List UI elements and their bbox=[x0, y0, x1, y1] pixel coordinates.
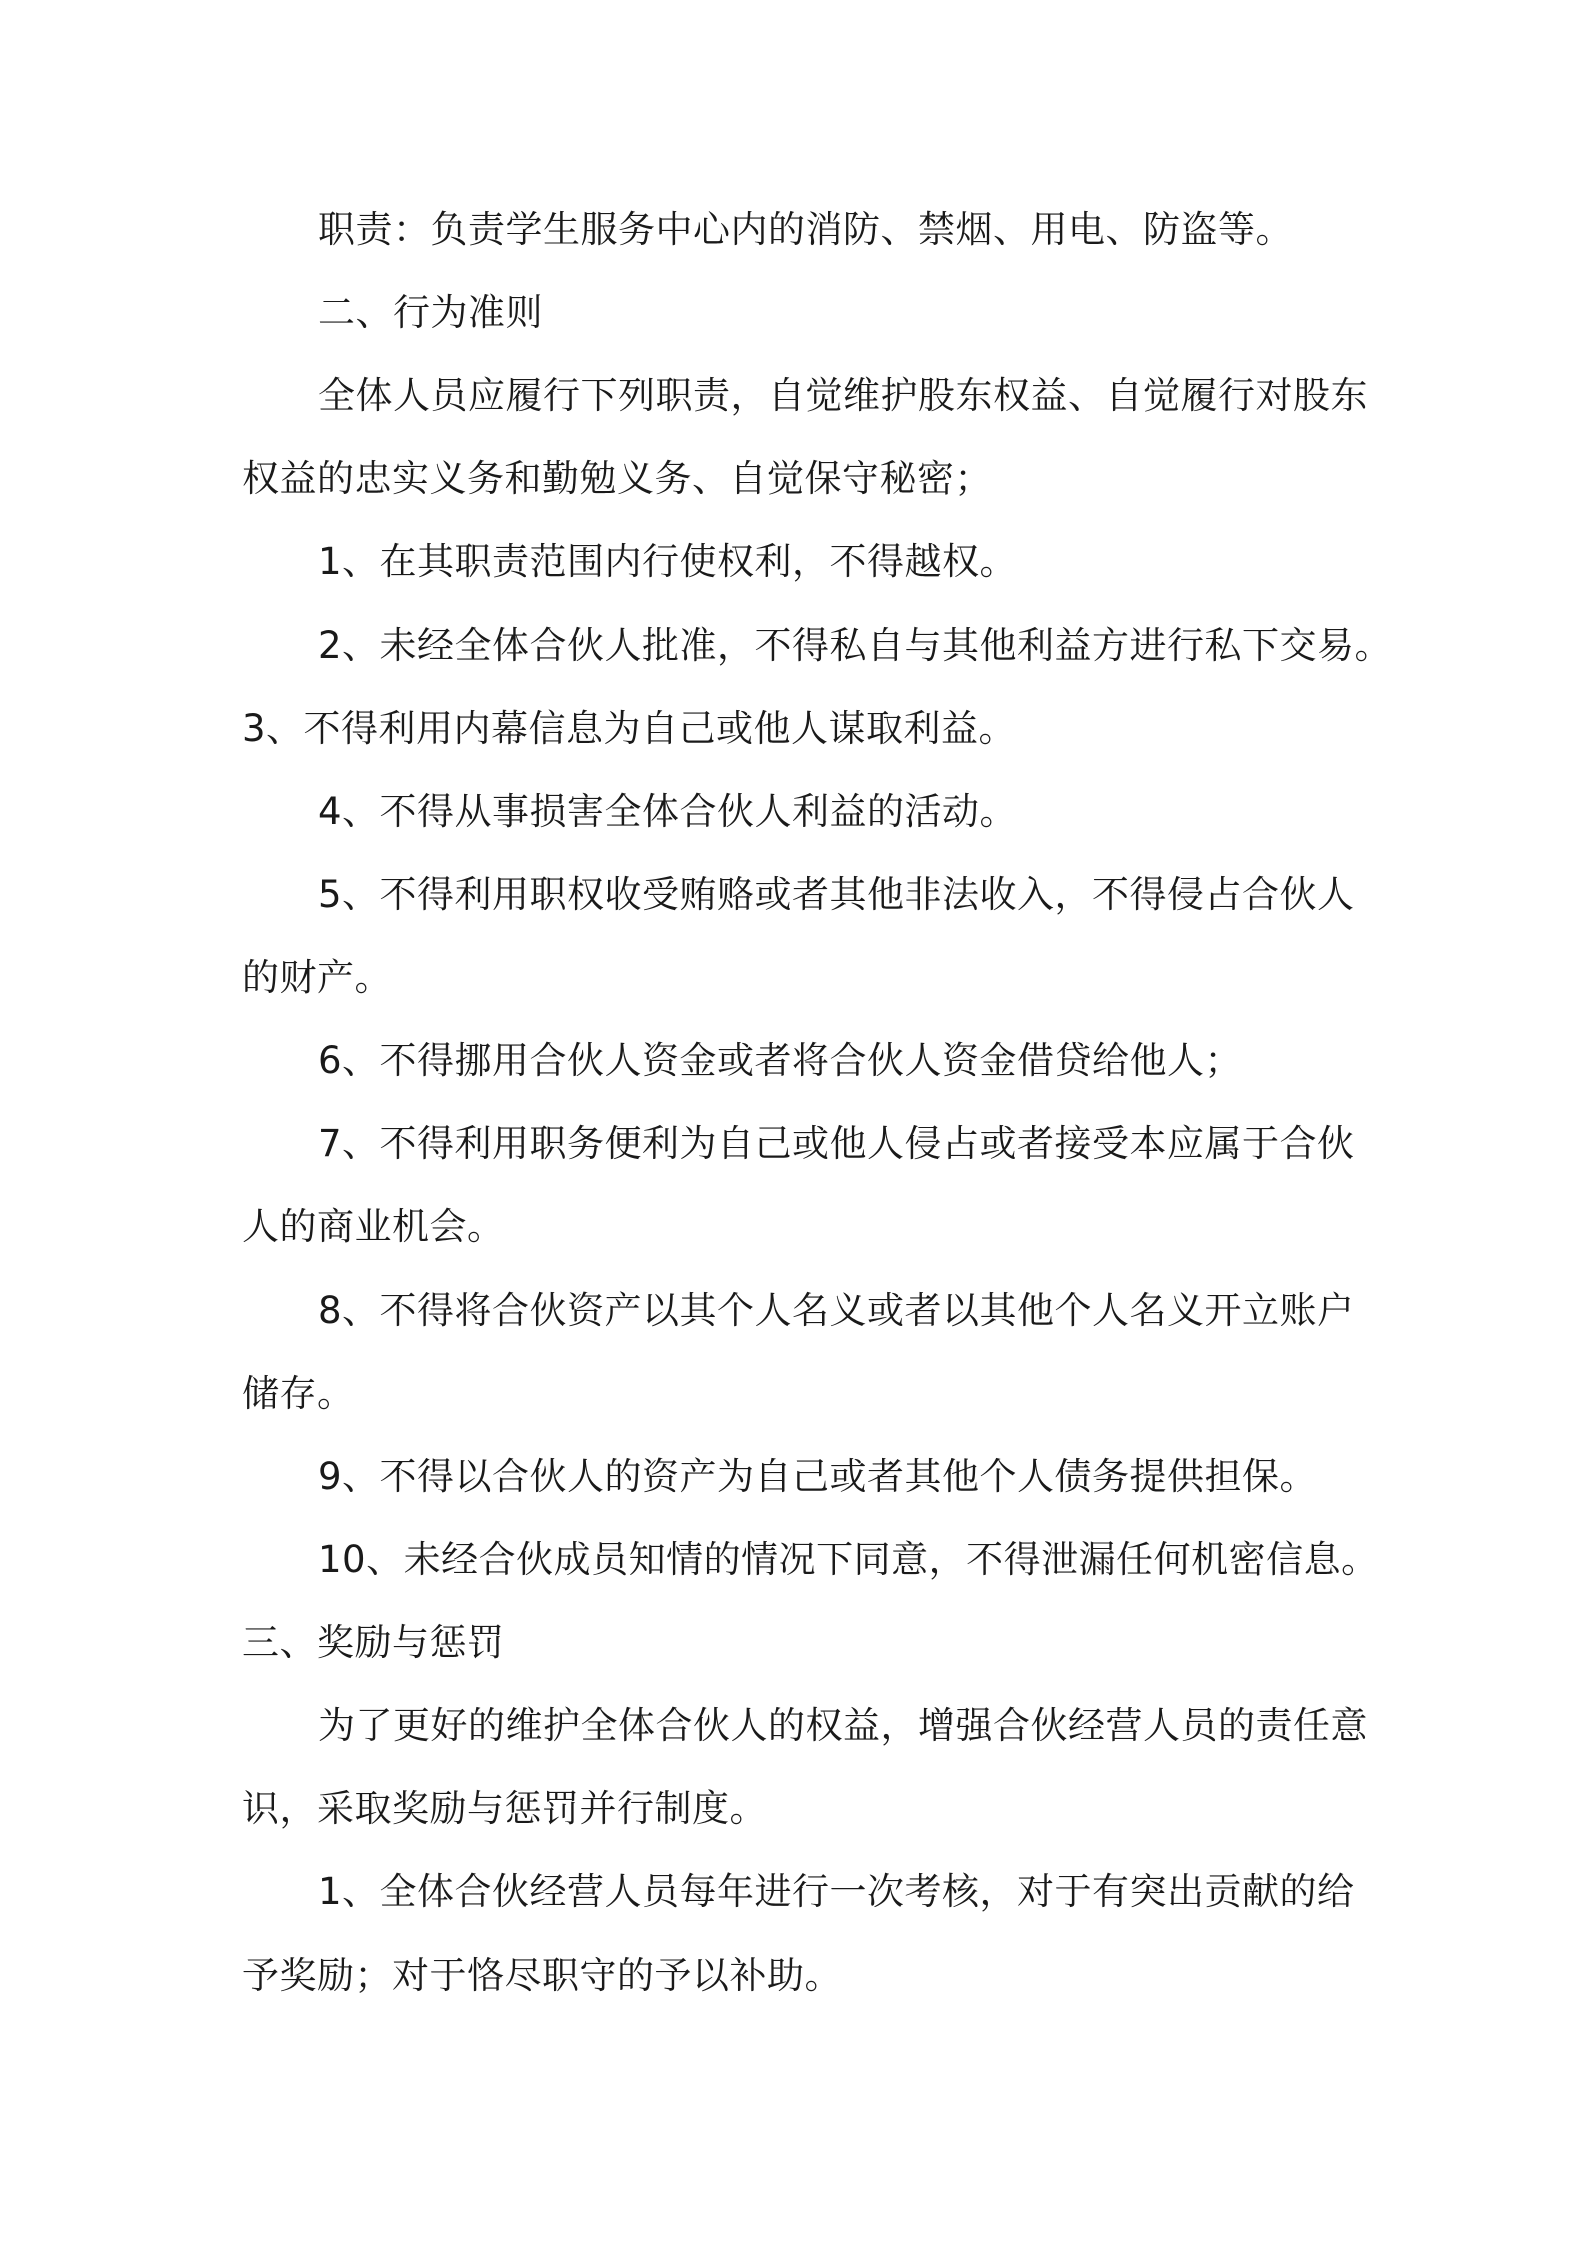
list-item-10: 10、未经合伙成员知情的情况下同意，不得泄漏任何机密信息。 bbox=[318, 1538, 1379, 1581]
duty-text: 职责：负责学生服务中心内的消防、禁烟、用电、防盗等。 bbox=[318, 208, 1293, 251]
paragraph-line: 全体人员应履行下列职责，自觉维护股东权益、自觉履行对股东 bbox=[318, 374, 1368, 417]
list-item-9: 9、不得以合伙人的资产为自己或者其他个人债务提供担保。 bbox=[318, 1455, 1318, 1498]
reward-item-1: 1、全体合伙经营人员每年进行一次考核，对于有突出贡献的给 bbox=[318, 1870, 1355, 1913]
list-item-5: 5、不得利用职权收受贿赂或者其他非法收入，不得侵占合伙人 bbox=[318, 873, 1355, 916]
list-item-6: 6、不得挪用合伙人资金或者将合伙人资金借贷给他人； bbox=[318, 1039, 1243, 1082]
list-item-7: 7、不得利用职务便利为自己或他人侵占或者接受本应属于合伙 bbox=[318, 1122, 1355, 1165]
list-item-3: 3、不得利用内幕信息为自己或他人谋取利益。 bbox=[242, 707, 1017, 750]
list-item-1: 1、在其职责范围内行使权利，不得越权。 bbox=[318, 540, 1018, 583]
list-item-8: 8、不得将合伙资产以其个人名义或者以其他个人名义开立账户 bbox=[318, 1289, 1355, 1332]
section-heading-conduct: 二、行为准则 bbox=[318, 291, 543, 334]
list-item-5-cont: 的财产。 bbox=[242, 956, 392, 999]
paragraph-line: 识，采取奖励与惩罚并行制度。 bbox=[242, 1787, 767, 1830]
paragraph-line: 权益的忠实义务和勤勉义务、自觉保守秘密； bbox=[242, 457, 992, 500]
reward-item-1-cont: 予奖励；对于恪尽职守的予以补助。 bbox=[242, 1954, 842, 1997]
section-heading-rewards: 三、奖励与惩罚 bbox=[242, 1621, 505, 1664]
list-item-8-cont: 储存。 bbox=[242, 1372, 355, 1415]
paragraph-line: 为了更好的维护全体合伙人的权益，增强合伙经营人员的责任意 bbox=[318, 1704, 1368, 1747]
list-item-2: 2、未经全体合伙人批准，不得私自与其他利益方进行私下交易。 bbox=[318, 624, 1393, 667]
list-item-4: 4、不得从事损害全体合伙人利益的活动。 bbox=[318, 790, 1018, 833]
list-item-7-cont: 人的商业机会。 bbox=[242, 1205, 505, 1248]
